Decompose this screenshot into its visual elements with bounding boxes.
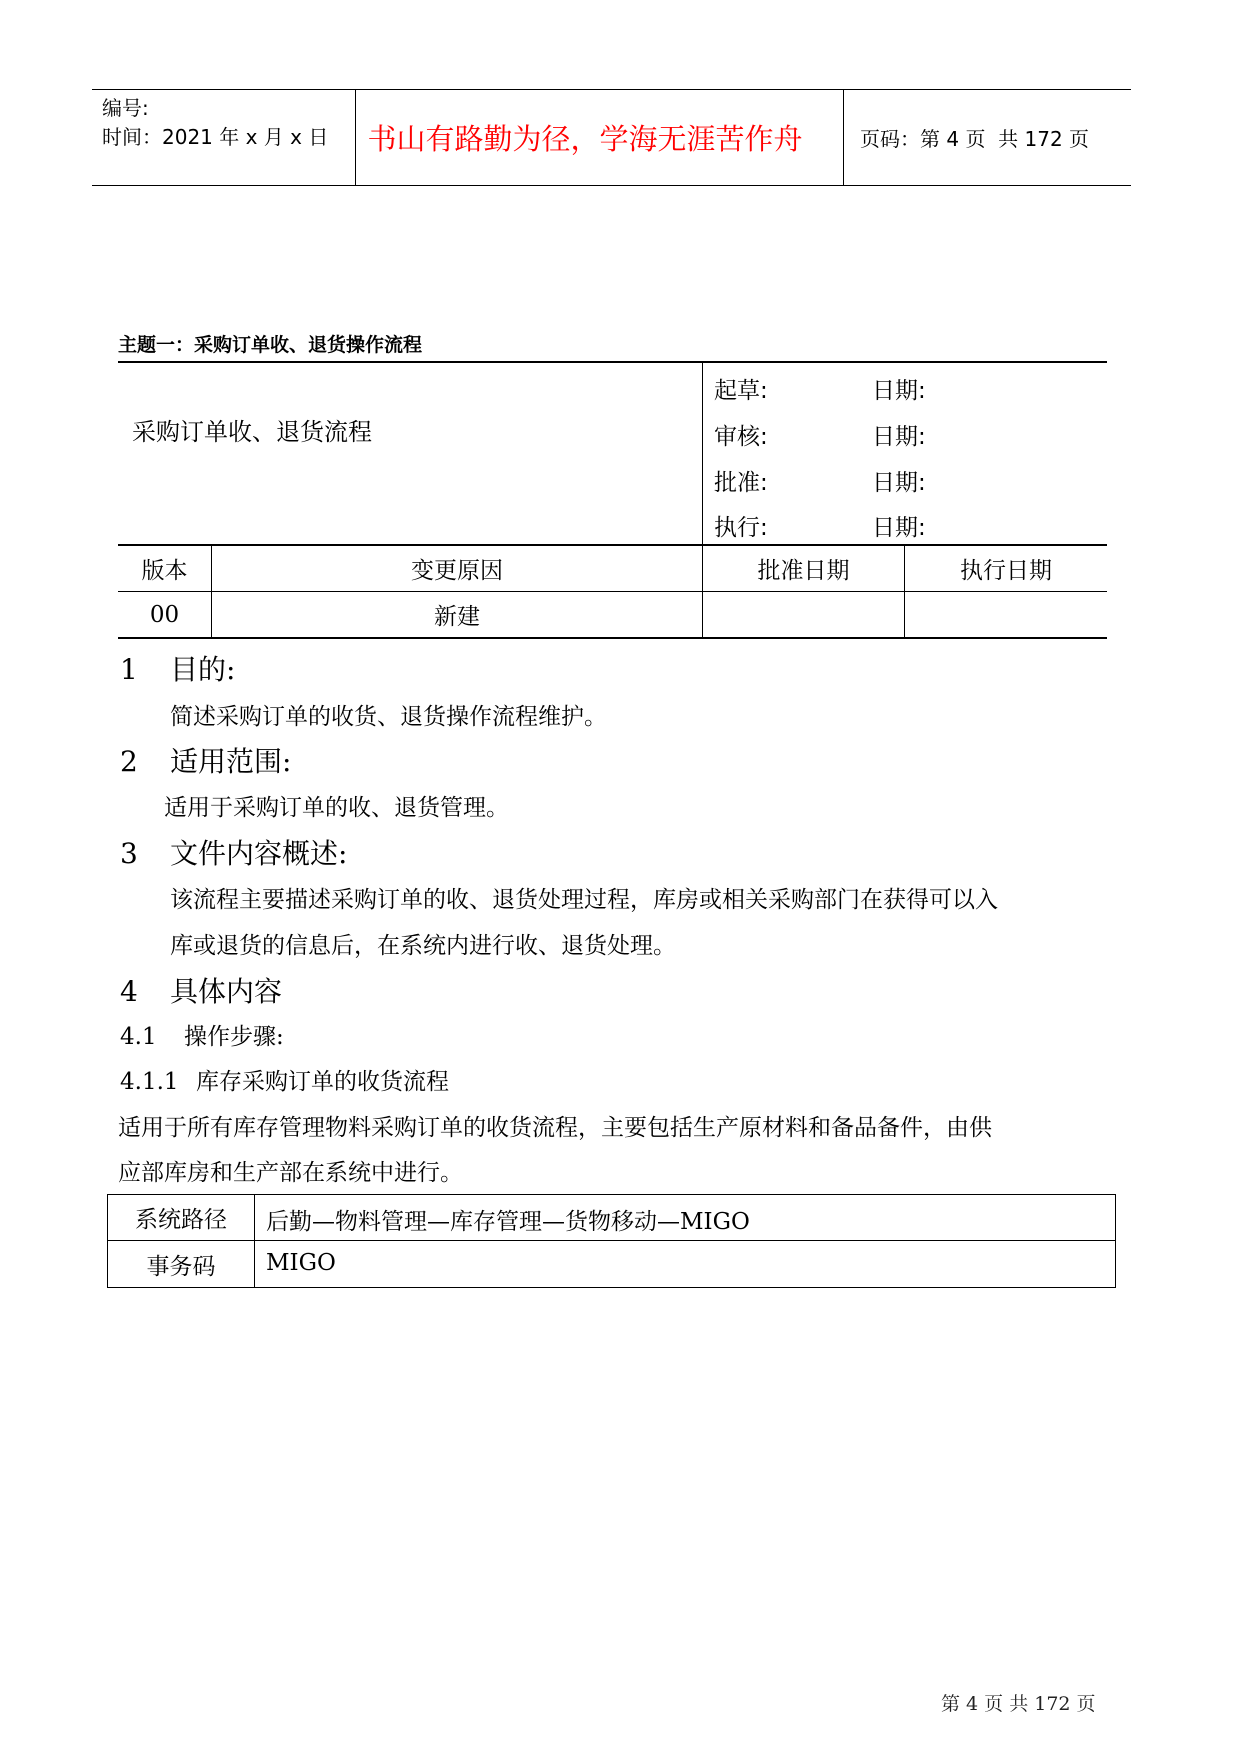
revision-header: 批准日期 [757,557,850,584]
signoff-date-label: 日期: [872,378,926,404]
revision-header: 执行日期 [960,557,1052,584]
subject-title: 主题一：采购订单收、退货操作流程 [118,334,423,356]
table-rule [108,1240,1115,1241]
system-table-label: 系统路径 [135,1207,227,1233]
revision-cell-exec-date [905,592,1107,637]
signoff-role: 批准: [714,470,768,496]
section-body: 应部库房和生产部在系统中进行。 [118,1160,463,1186]
signoff-role: 执行: [714,515,768,541]
header-meta [102,94,328,152]
section-body: 库或退货的信息后，在系统内进行收、退货处理。 [170,933,676,959]
revision-header: 变更原因 [411,557,503,584]
section-body: 简述采购订单的收货、退货操作流程维护。 [170,704,607,730]
section-heading: 2 适用范围: [120,745,292,778]
header-divider [843,90,844,185]
section-body: 适用于所有库存管理物料采购订单的收货流程，主要包括生产原材料和备品备件，由供 [118,1115,992,1141]
signoff-role: 审核: [714,424,768,450]
revision-cell-version: 00 [149,601,180,628]
signoff-role: 起草: [714,378,768,404]
page-footer: 第 4 页 共 172 页 [941,1693,1096,1715]
document-title: 采购订单收、退货流程 [132,418,372,446]
section-body: 该流程主要描述采购订单的收、退货处理过程，库房或相关采购部门在获得可以入 [170,887,998,913]
subsection-heading: 4.1.1 库存采购订单的收货流程 [120,1069,449,1095]
section-heading: 1 目的: [120,653,236,686]
system-table-value: 后勤—物料管理—库存管理—货物移动—MIGO [266,1209,750,1235]
header-motto: 书山有路勤为径，学海无涯苦作舟 [367,122,803,156]
revision-header: 版本 [141,557,188,584]
header-page-info: 页码：第 4 页 共 172 页 [860,127,1090,151]
system-table [107,1194,1116,1288]
revision-cell-reason: 新建 [434,604,480,630]
signoff-date-label: 日期: [872,424,926,450]
revision-cell-approve-date [703,592,904,637]
system-table-label: 事务码 [146,1253,216,1280]
table-rule-top [118,361,1107,363]
system-table-value: MIGO [266,1250,336,1276]
signoff-date-label: 日期: [872,515,926,541]
section-heading: 4 具体内容 [120,975,283,1008]
table-divider [254,1195,255,1287]
subsection-heading: 4.1 操作步骤: [120,1024,284,1050]
section-body: 适用于采购订单的收、退货管理。 [164,795,509,821]
table-rule-bottom [118,637,1107,639]
header-time-label: 时间：2021 年 x 月 x 日 [102,125,329,149]
header-number-label: 编号: [102,96,149,120]
page-header [92,89,1131,186]
section-heading: 3 文件内容概述: [120,837,348,870]
signoff-date-label: 日期: [872,470,926,496]
